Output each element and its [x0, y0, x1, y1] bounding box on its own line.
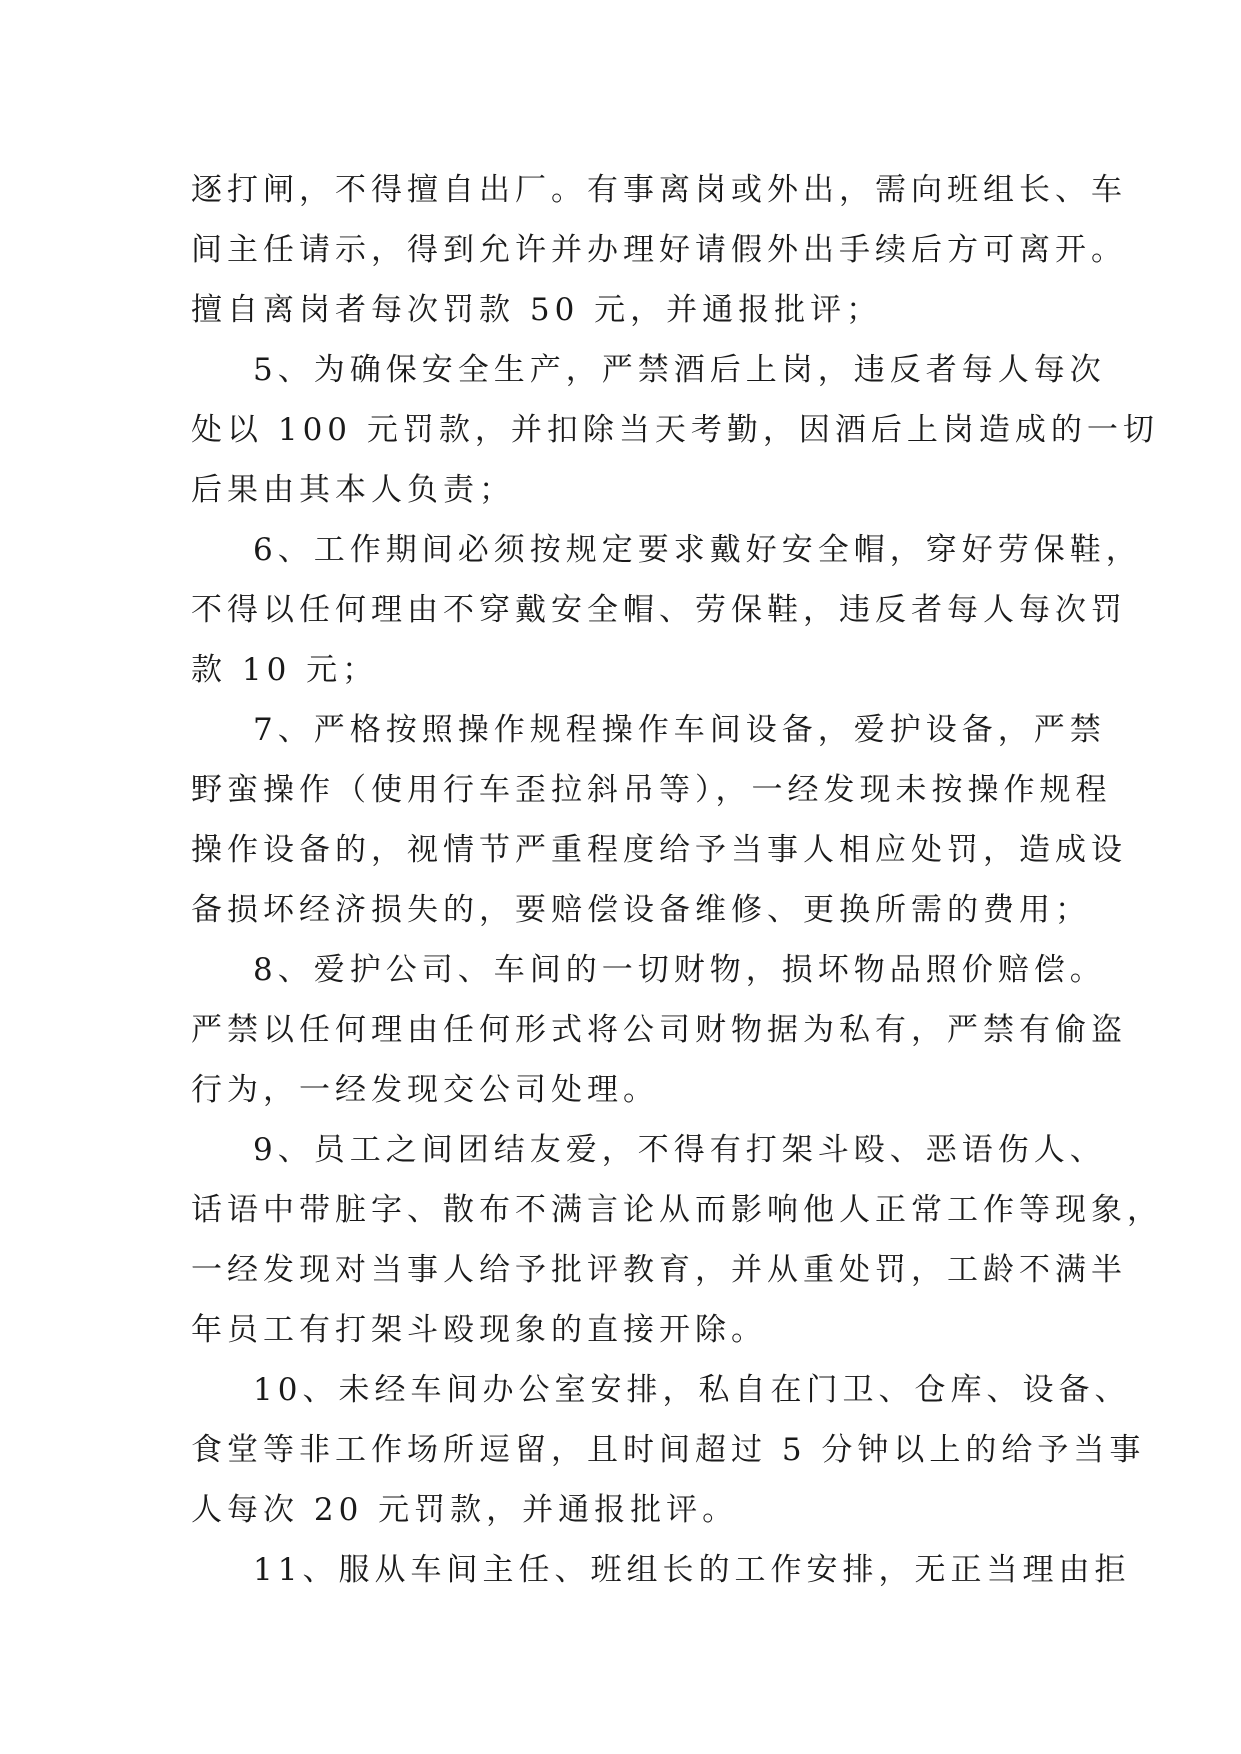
clause-7-line-2: 野蛮操作（使用行车歪拉斜吊等），一经发现未按操作规程 [191, 772, 1112, 808]
clause-6-line-1: 6、工作期间必须按规定要求戴好安全帽，穿好劳保鞋， [253, 532, 1142, 568]
clause-10-line-3: 人每次 20 元罚款，并通报批评。 [191, 1492, 739, 1528]
text-line-2: 间主任请示，得到允许并办理好请假外出手续后方可离开。 [191, 232, 1127, 268]
clause-8-line-3: 行为，一经发现交公司处理。 [191, 1072, 659, 1108]
clause-7-line-1: 7、严格按照操作规程操作车间设备，爱护设备，严禁 [253, 712, 1106, 748]
document-body [191, 160, 1163, 1600]
clause-6-line-2: 不得以任何理由不穿戴安全帽、劳保鞋，违反者每人每次罚 [191, 592, 1127, 628]
clause-11-line-1: 11、服从车间主任、班组长的工作安排，无正当理由拒 [253, 1552, 1131, 1588]
clause-9-line-2: 话语中带脏字、散布不满言论从而影响他人正常工作等现象， [191, 1192, 1163, 1228]
clause-9-line-4: 年员工有打架斗殴现象的直接开除。 [191, 1312, 767, 1348]
clause-7-line-4: 备损坏经济损失的，要赔偿设备维修、更换所需的费用； [191, 892, 1091, 928]
clause-7-line-3: 操作设备的，视情节严重程度给予当事人相应处罚，造成设 [191, 832, 1127, 868]
clause-10-line-1: 10、未经车间办公室安排，私自在门卫、仓库、设备、 [253, 1372, 1131, 1408]
text-line-1: 逐打闸，不得擅自出厂。有事离岗或外出，需向班组长、车 [191, 172, 1127, 208]
clause-5-line-2: 处以 100 元罚款，并扣除当天考勤，因酒后上岗造成的一切 [191, 412, 1159, 448]
clause-6-line-3: 款 10 元； [191, 652, 379, 688]
clause-5-line-1: 5、为确保安全生产，严禁酒后上岗，违反者每人每次 [253, 352, 1106, 388]
clause-8-line-1: 8、爱护公司、车间的一切财物，损坏物品照价赔偿。 [253, 952, 1106, 988]
clause-9-line-3: 一经发现对当事人给予批评教育，并从重处罚，工龄不满半 [191, 1252, 1127, 1288]
clause-5-line-3: 后果由其本人负责； [191, 472, 515, 508]
text-line-3: 擅自离岗者每次罚款 50 元，并通报批评； [191, 292, 883, 328]
clause-9-line-1: 9、员工之间团结友爱，不得有打架斗殴、恶语伤人、 [253, 1132, 1106, 1168]
clause-8-line-2: 严禁以任何理由任何形式将公司财物据为私有，严禁有偷盗 [191, 1012, 1127, 1048]
clause-10-line-2: 食堂等非工作场所逗留，且时间超过 5 分钟以上的给予当事 [191, 1432, 1146, 1468]
